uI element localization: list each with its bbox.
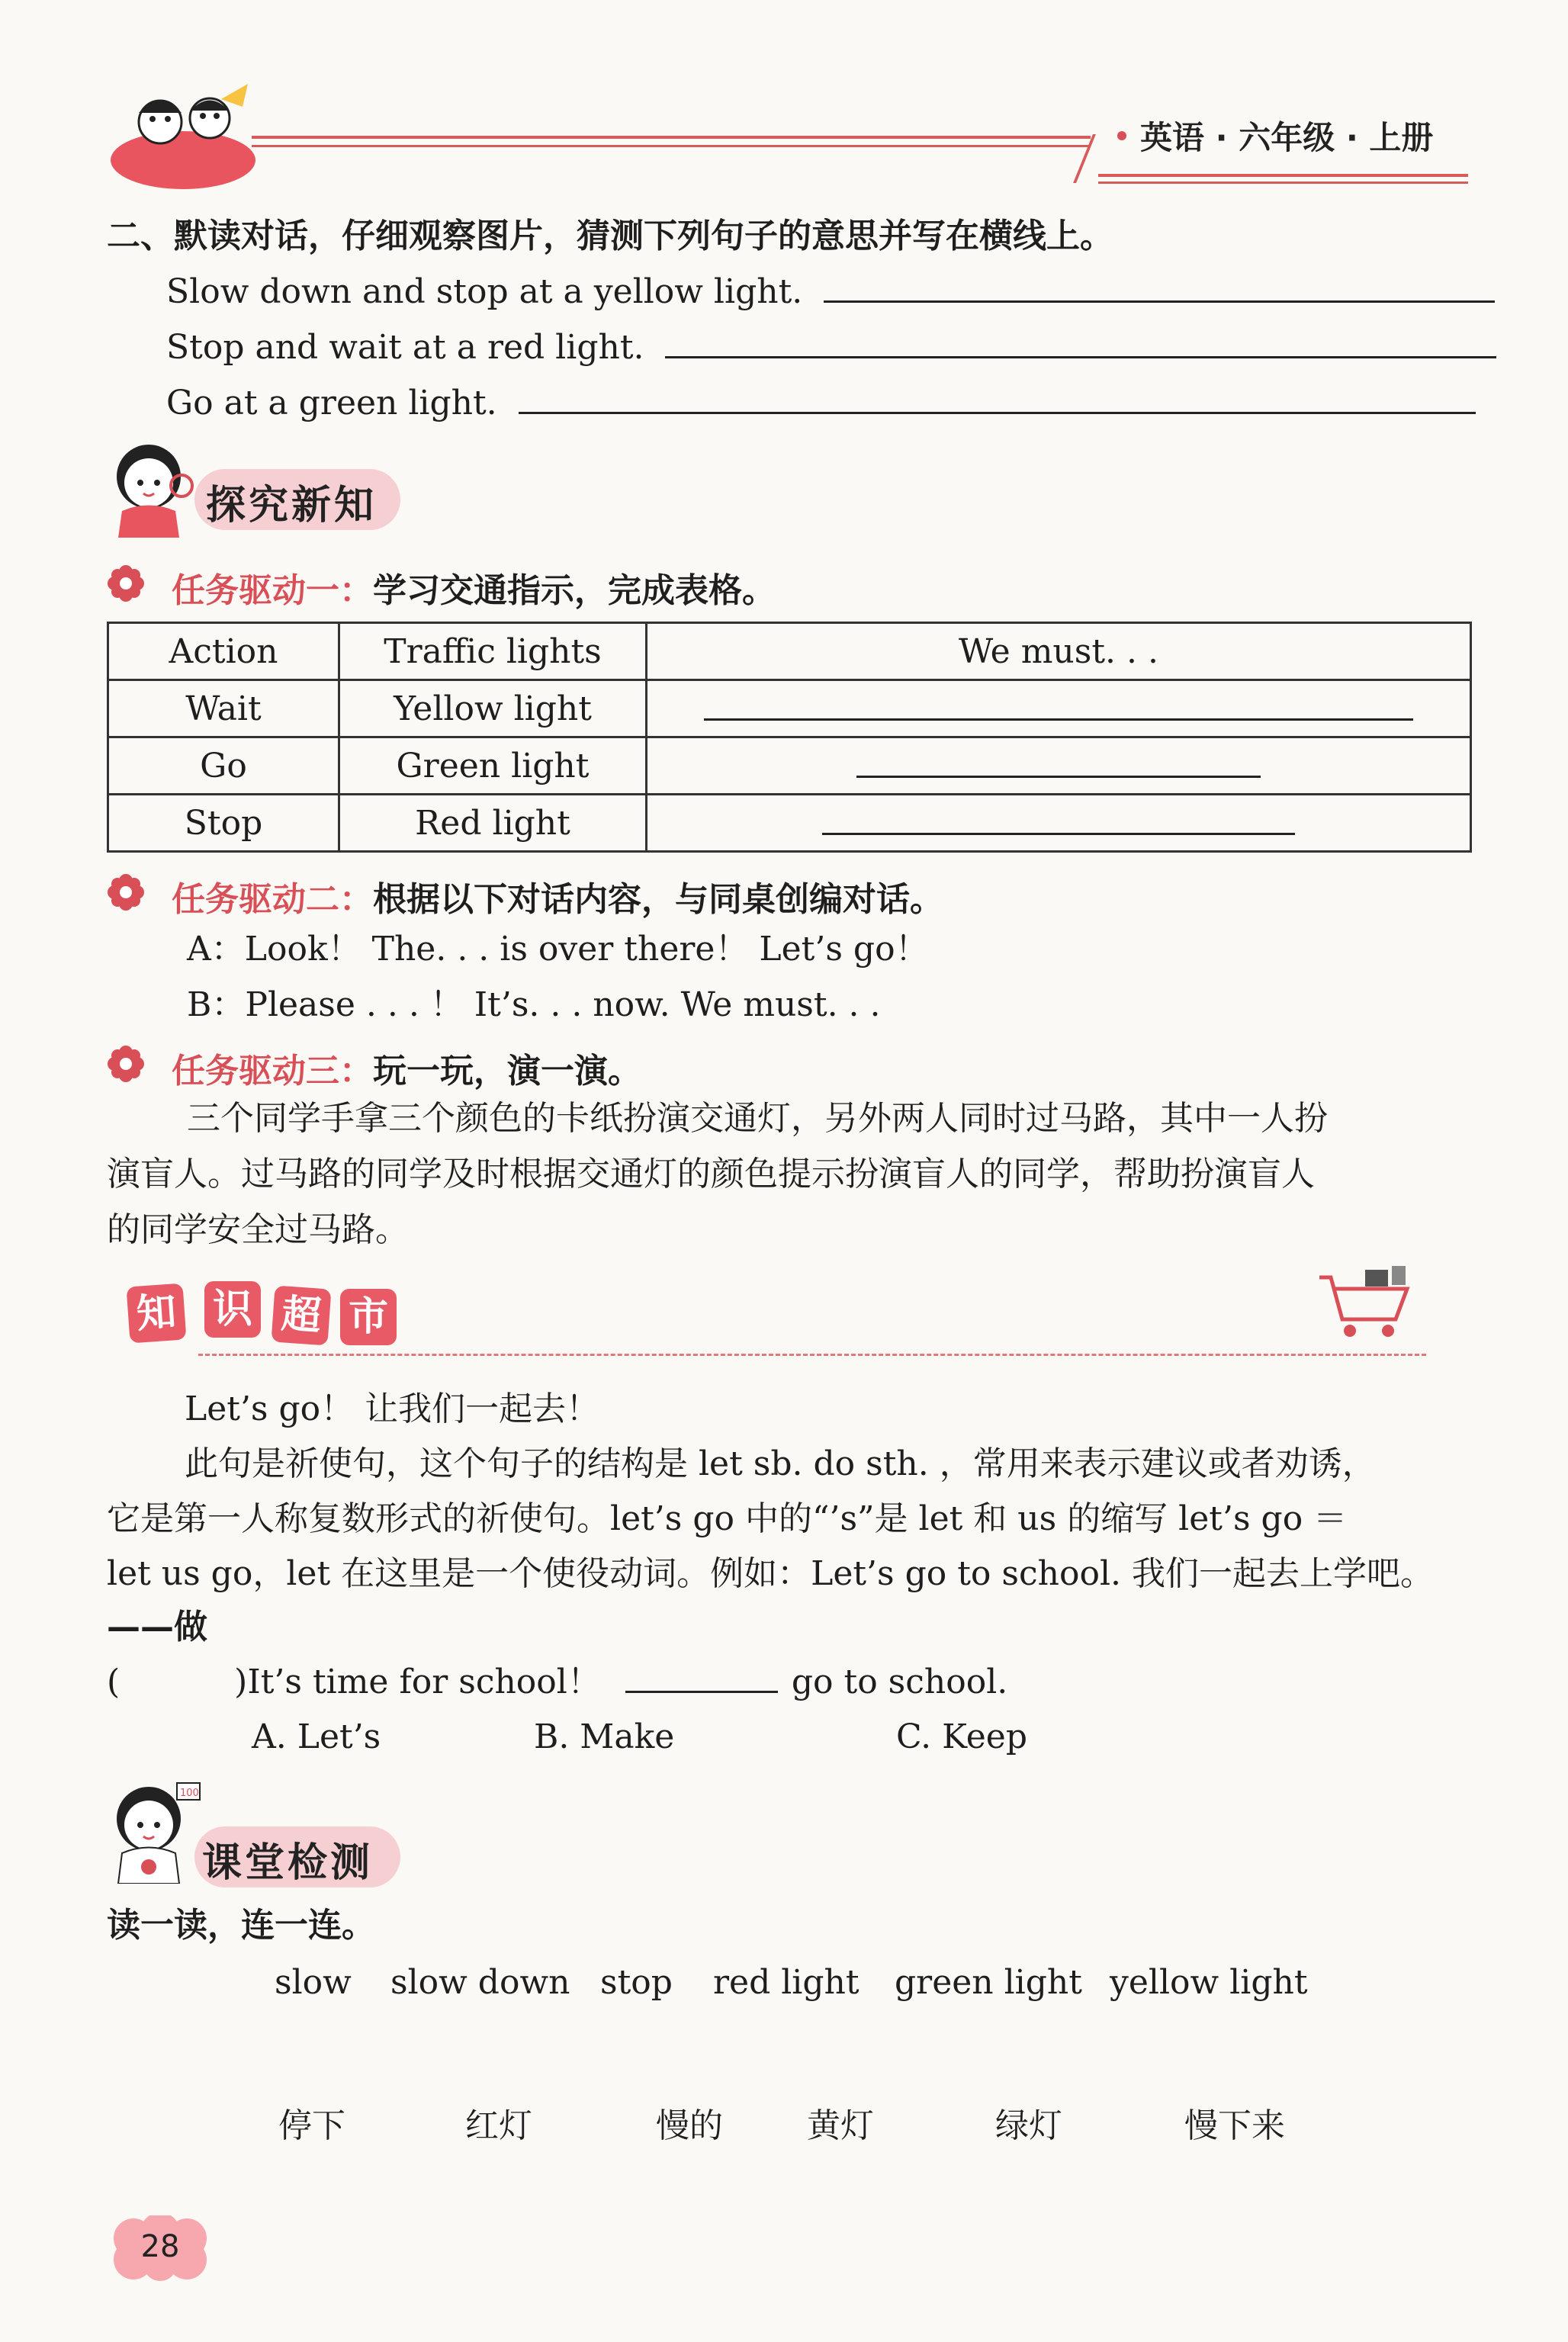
part2-heading: 二、默读对话，仔细观察图片，猜测下列句子的意思并写在横线上。 bbox=[107, 217, 1113, 255]
english-word: slow down bbox=[390, 1963, 570, 2002]
option-b: B. Make bbox=[534, 1717, 675, 1756]
task2-heading bbox=[172, 872, 943, 920]
girl-mascot-icon bbox=[107, 1777, 202, 1884]
chinese-word: 慢的 bbox=[656, 2106, 723, 2145]
practice-question bbox=[107, 1659, 1007, 1705]
check-instruction: 读一读，连一连。 bbox=[107, 1906, 375, 1945]
task3-paragraph-line: 的同学安全过马路。 bbox=[107, 1210, 409, 1249]
answer-blank[interactable] bbox=[856, 745, 1261, 778]
knowledge-tile: 超 bbox=[272, 1286, 332, 1346]
knowledge-tile: 市 bbox=[340, 1289, 397, 1345]
sentence-text: Slow down and stop at a yellow light. bbox=[166, 272, 803, 311]
sentence-text: Go at a green light. bbox=[166, 384, 497, 422]
page-number-flower bbox=[107, 2215, 214, 2281]
task2-label: 任务驱动二： bbox=[172, 880, 373, 919]
answer-blank[interactable] bbox=[665, 356, 1496, 358]
english-word: stop bbox=[600, 1963, 673, 2002]
light-cell: Red light bbox=[339, 795, 647, 852]
task3-paragraph-line: 三个同学手拿三个颜色的卡纸扮演交通灯，另外两人同时过马路，其中一人扮 bbox=[187, 1099, 1328, 1138]
action-cell: Go bbox=[108, 737, 339, 795]
answer-cell[interactable] bbox=[647, 680, 1471, 737]
sentence-3 bbox=[166, 381, 1476, 426]
knowledge-divider bbox=[198, 1354, 1426, 1356]
traffic-table bbox=[107, 622, 1472, 853]
table-header: Traffic lights bbox=[339, 623, 647, 680]
answer-blank[interactable] bbox=[824, 300, 1495, 303]
task3-label: 任务驱动三： bbox=[172, 1052, 373, 1091]
header-rule bbox=[1098, 174, 1468, 177]
english-word: yellow light bbox=[1110, 1963, 1308, 2002]
table-header: Action bbox=[108, 623, 339, 680]
chinese-word: 绿灯 bbox=[995, 2106, 1062, 2145]
task3-paragraph-line: 演盲人。过马路的同学及时根据交通灯的颜色提示扮演盲人的同学，帮助扮演盲人 bbox=[107, 1155, 1315, 1193]
sentence-text: Stop and wait at a red light. bbox=[166, 328, 644, 367]
english-word: red light bbox=[713, 1963, 860, 2002]
knowledge-tile: 识 bbox=[204, 1281, 261, 1338]
header-rule bbox=[252, 145, 1091, 147]
dialogue-a: A：Look！ The. . . is over there！ Let’s go！ bbox=[187, 930, 929, 969]
knowledge-line: 它是第一人称复数形式的祈使句。let’s go 中的“’s”是 let 和 us 的缩写 let’s go ＝ bbox=[107, 1499, 1348, 1538]
check-title: 课堂检测 bbox=[202, 1840, 374, 1886]
task3-text: 玩一玩，演一演。 bbox=[373, 1052, 641, 1091]
flower-icon bbox=[107, 1045, 145, 1083]
sentence-2 bbox=[166, 325, 1496, 371]
dialogue-b: B：Please . . . ！ It’s. . . now. We must. . . bbox=[187, 985, 881, 1024]
answer-cell[interactable] bbox=[647, 737, 1471, 795]
task3-heading bbox=[172, 1043, 641, 1092]
page-number: 28 bbox=[140, 2229, 180, 2264]
answer-blank[interactable] bbox=[704, 688, 1413, 721]
girl-mascot-icon bbox=[107, 439, 198, 538]
question-text: )It’s time for school！ bbox=[234, 1663, 601, 1701]
table-header-row bbox=[108, 623, 1471, 680]
option-c: C. Keep bbox=[896, 1717, 1028, 1756]
question-tail: go to school. bbox=[791, 1663, 1008, 1701]
answer-blank[interactable] bbox=[822, 802, 1295, 835]
sentence-1 bbox=[166, 269, 1495, 315]
header-rule bbox=[1098, 182, 1468, 184]
knowledge-line: Let’s go！ 让我们一起去！ bbox=[185, 1389, 600, 1428]
table-row bbox=[108, 795, 1471, 852]
chinese-word: 红灯 bbox=[465, 2106, 532, 2145]
knowledge-line: let us go，let 在这里是一个使役动词。例如：Let’s go to school. 我们一起去上学吧。 bbox=[107, 1554, 1434, 1593]
task1-heading bbox=[172, 563, 776, 612]
explore-title: 探究新知 bbox=[206, 483, 378, 528]
action-cell: Wait bbox=[108, 680, 339, 737]
header-rule bbox=[252, 136, 1091, 139]
score-badge: 100 bbox=[180, 1788, 199, 1799]
task2-text: 根据以下对话内容，与同桌创编对话。 bbox=[373, 880, 943, 919]
knowledge-line: 此句是祈使句，这个句子的结构是 let sb. do sth. ，常用来表示建议或者劝诱， bbox=[185, 1444, 1376, 1483]
task1-text: 学习交通指示，完成表格。 bbox=[373, 571, 776, 610]
header-dot bbox=[1117, 131, 1126, 140]
answer-blank[interactable] bbox=[519, 412, 1476, 414]
answer-blank[interactable] bbox=[625, 1691, 778, 1693]
question-bracket: ( bbox=[107, 1663, 120, 1701]
knowledge-tile: 知 bbox=[127, 1283, 187, 1344]
table-header: We must. . . bbox=[647, 623, 1471, 680]
chinese-word: 停下 bbox=[278, 2106, 345, 2145]
shopping-cart-icon bbox=[1296, 1262, 1419, 1346]
table-row bbox=[108, 737, 1471, 795]
flower-icon bbox=[107, 873, 145, 911]
book-title: 英语 · 六年级 · 上册 bbox=[1140, 119, 1434, 156]
chinese-word: 慢下来 bbox=[1184, 2106, 1285, 2145]
task1-label: 任务驱动一： bbox=[172, 571, 373, 610]
header-mascot bbox=[107, 76, 259, 191]
table-row bbox=[108, 680, 1471, 737]
light-cell: Green light bbox=[339, 737, 647, 795]
option-a: A. Let’s bbox=[252, 1717, 381, 1756]
light-cell: Yellow light bbox=[339, 680, 647, 737]
chinese-word: 黄灯 bbox=[807, 2106, 874, 2145]
practice-label: ——做 bbox=[107, 1608, 207, 1646]
english-word: green light bbox=[895, 1963, 1082, 2002]
answer-cell[interactable] bbox=[647, 795, 1471, 852]
action-cell: Stop bbox=[108, 795, 339, 852]
flower-icon bbox=[107, 564, 145, 602]
english-word: slow bbox=[275, 1963, 352, 2002]
